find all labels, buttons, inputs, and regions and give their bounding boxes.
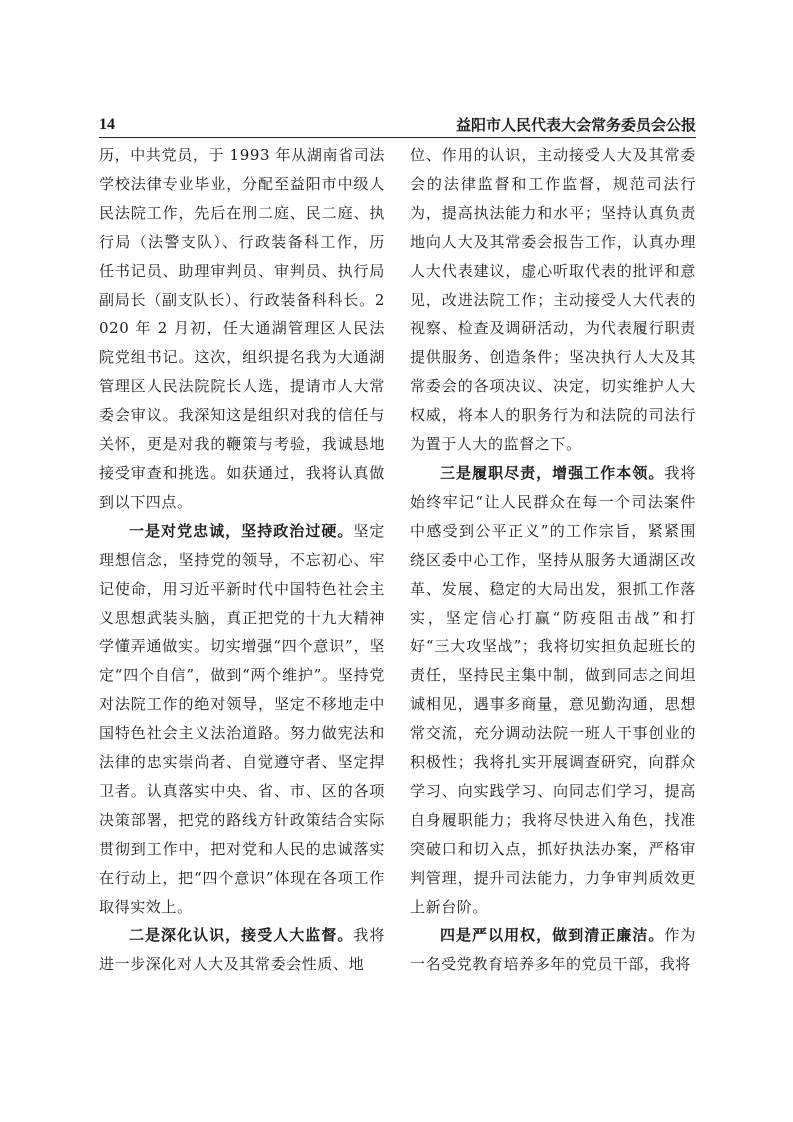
- left-column: [99, 141, 385, 979]
- paragraph-point-three: [410, 459, 696, 922]
- page-header: [99, 114, 696, 138]
- paragraph-intro: [99, 141, 385, 517]
- paragraph-point-two: [99, 921, 385, 979]
- page-number: 14: [99, 116, 115, 133]
- point-heading: 一是对党忠诚，坚持政治过硬。: [129, 521, 354, 540]
- paragraph-text: 位、作用的认识，主动接受人大及其常委会的法律监督和工作监督，规范司法行为，提高执法能力和水平；坚持认真负责地向人大及其常委会报告工作，认真办理人大代表建议，虚心听取代表的批评和意见，改进法院工作；主动接受人大代表的视察、检查及调研活动，为代表履行职责提供服务、创造条件；坚决执行人大及其常委会的各项决议、决定，切实维护人大权威，将本人的职务行为和法院的司法行为置于人大的监督之下。: [410, 146, 696, 454]
- paragraph-continuation: [410, 141, 696, 459]
- right-column: [410, 141, 696, 979]
- paragraph-text: 历，中共党员，于 1993 年从湖南省司法学校法律专业毕业，分配至益阳市中级人民法院工作，先后在刑二庭、民二庭、执行局（法警支队）、行政装备科工作，历任书记员、助理审判员、审判员、执行局副局长（副支队长）、行政装备科科长。2020 年 2 月初，任大通湖管理区人民法院党组书记。这次，组织提名我为大通湖管理区人民法院院长人选，提请市人大常委会审议。我深知这是组织对我的信任与关怀，更是对我的鞭策与考验，我诚恳地接受审查和挑选。如获通过，我将认真做到以下四点。: [99, 146, 385, 511]
- paragraph-text: 我将始终牢记“让人民群众在每一个司法案件中感受到公平正义”的工作宗旨，紧紧围绕区委中心工作，坚持从服务大通湖区改革、发展、稳定的大局出发，狠抓工作落实，坚定信心打赢“防疫阻击战”和打好“三大攻坚战”；我将切实担负起班长的责任，坚持民主集中制，做到同志之间坦诚相见，遇事多商量，意见勤沟通，思想常交流，充分调动法院一班人干事创业的积极性；我将扎实开展调查研究，向群众学习、向实践学习、向同志们学习，提高自身履职能力；我将尽快进入角色，找准突破口和切入点，抓好执法办案，严格审判管理，提升司法能力，力争审判质效更上新台阶。: [410, 463, 697, 916]
- journal-title: 益阳市人民代表大会常务委员会公报: [455, 116, 696, 134]
- paragraph-text: 坚定理想信念，坚持党的领导，不忘初心、牢记使命，用习近平新时代中国特色社会主义思想武装头脑，真正把党的十九大精神学懂弄通做实。切实增强“四个意识”，坚定“四个自信”，做到“两个维护”。坚持党对法院工作的绝对领导，坚定不移地走中国特色社会主义法治道路。努力做宪法和法律的忠实崇尚者、自觉遵守者、坚定捍卫者。认真落实中央、省、市、区的各项决策部署，把党的路线方针政策结合实际贯彻到工作中，把对党和人民的忠诚落实在行动上，把“四个意识”体现在各项工作取得实效上。: [99, 521, 386, 916]
- point-heading: 四是严以用权，做到清正廉洁。: [440, 926, 665, 945]
- point-heading: 二是深化认识，接受人大监督。: [129, 926, 354, 945]
- header-rule: [99, 137, 696, 138]
- paragraph-text: 我将进一步深化对人大及其常委会性质、地: [99, 926, 386, 974]
- paragraph-point-one: [99, 517, 385, 922]
- point-heading: 三是履职尽责，增强工作本领。: [440, 463, 665, 482]
- paragraph-text: 作为一名受党教育培养多年的党员干部，我将: [410, 926, 697, 974]
- paragraph-point-four: [410, 921, 696, 979]
